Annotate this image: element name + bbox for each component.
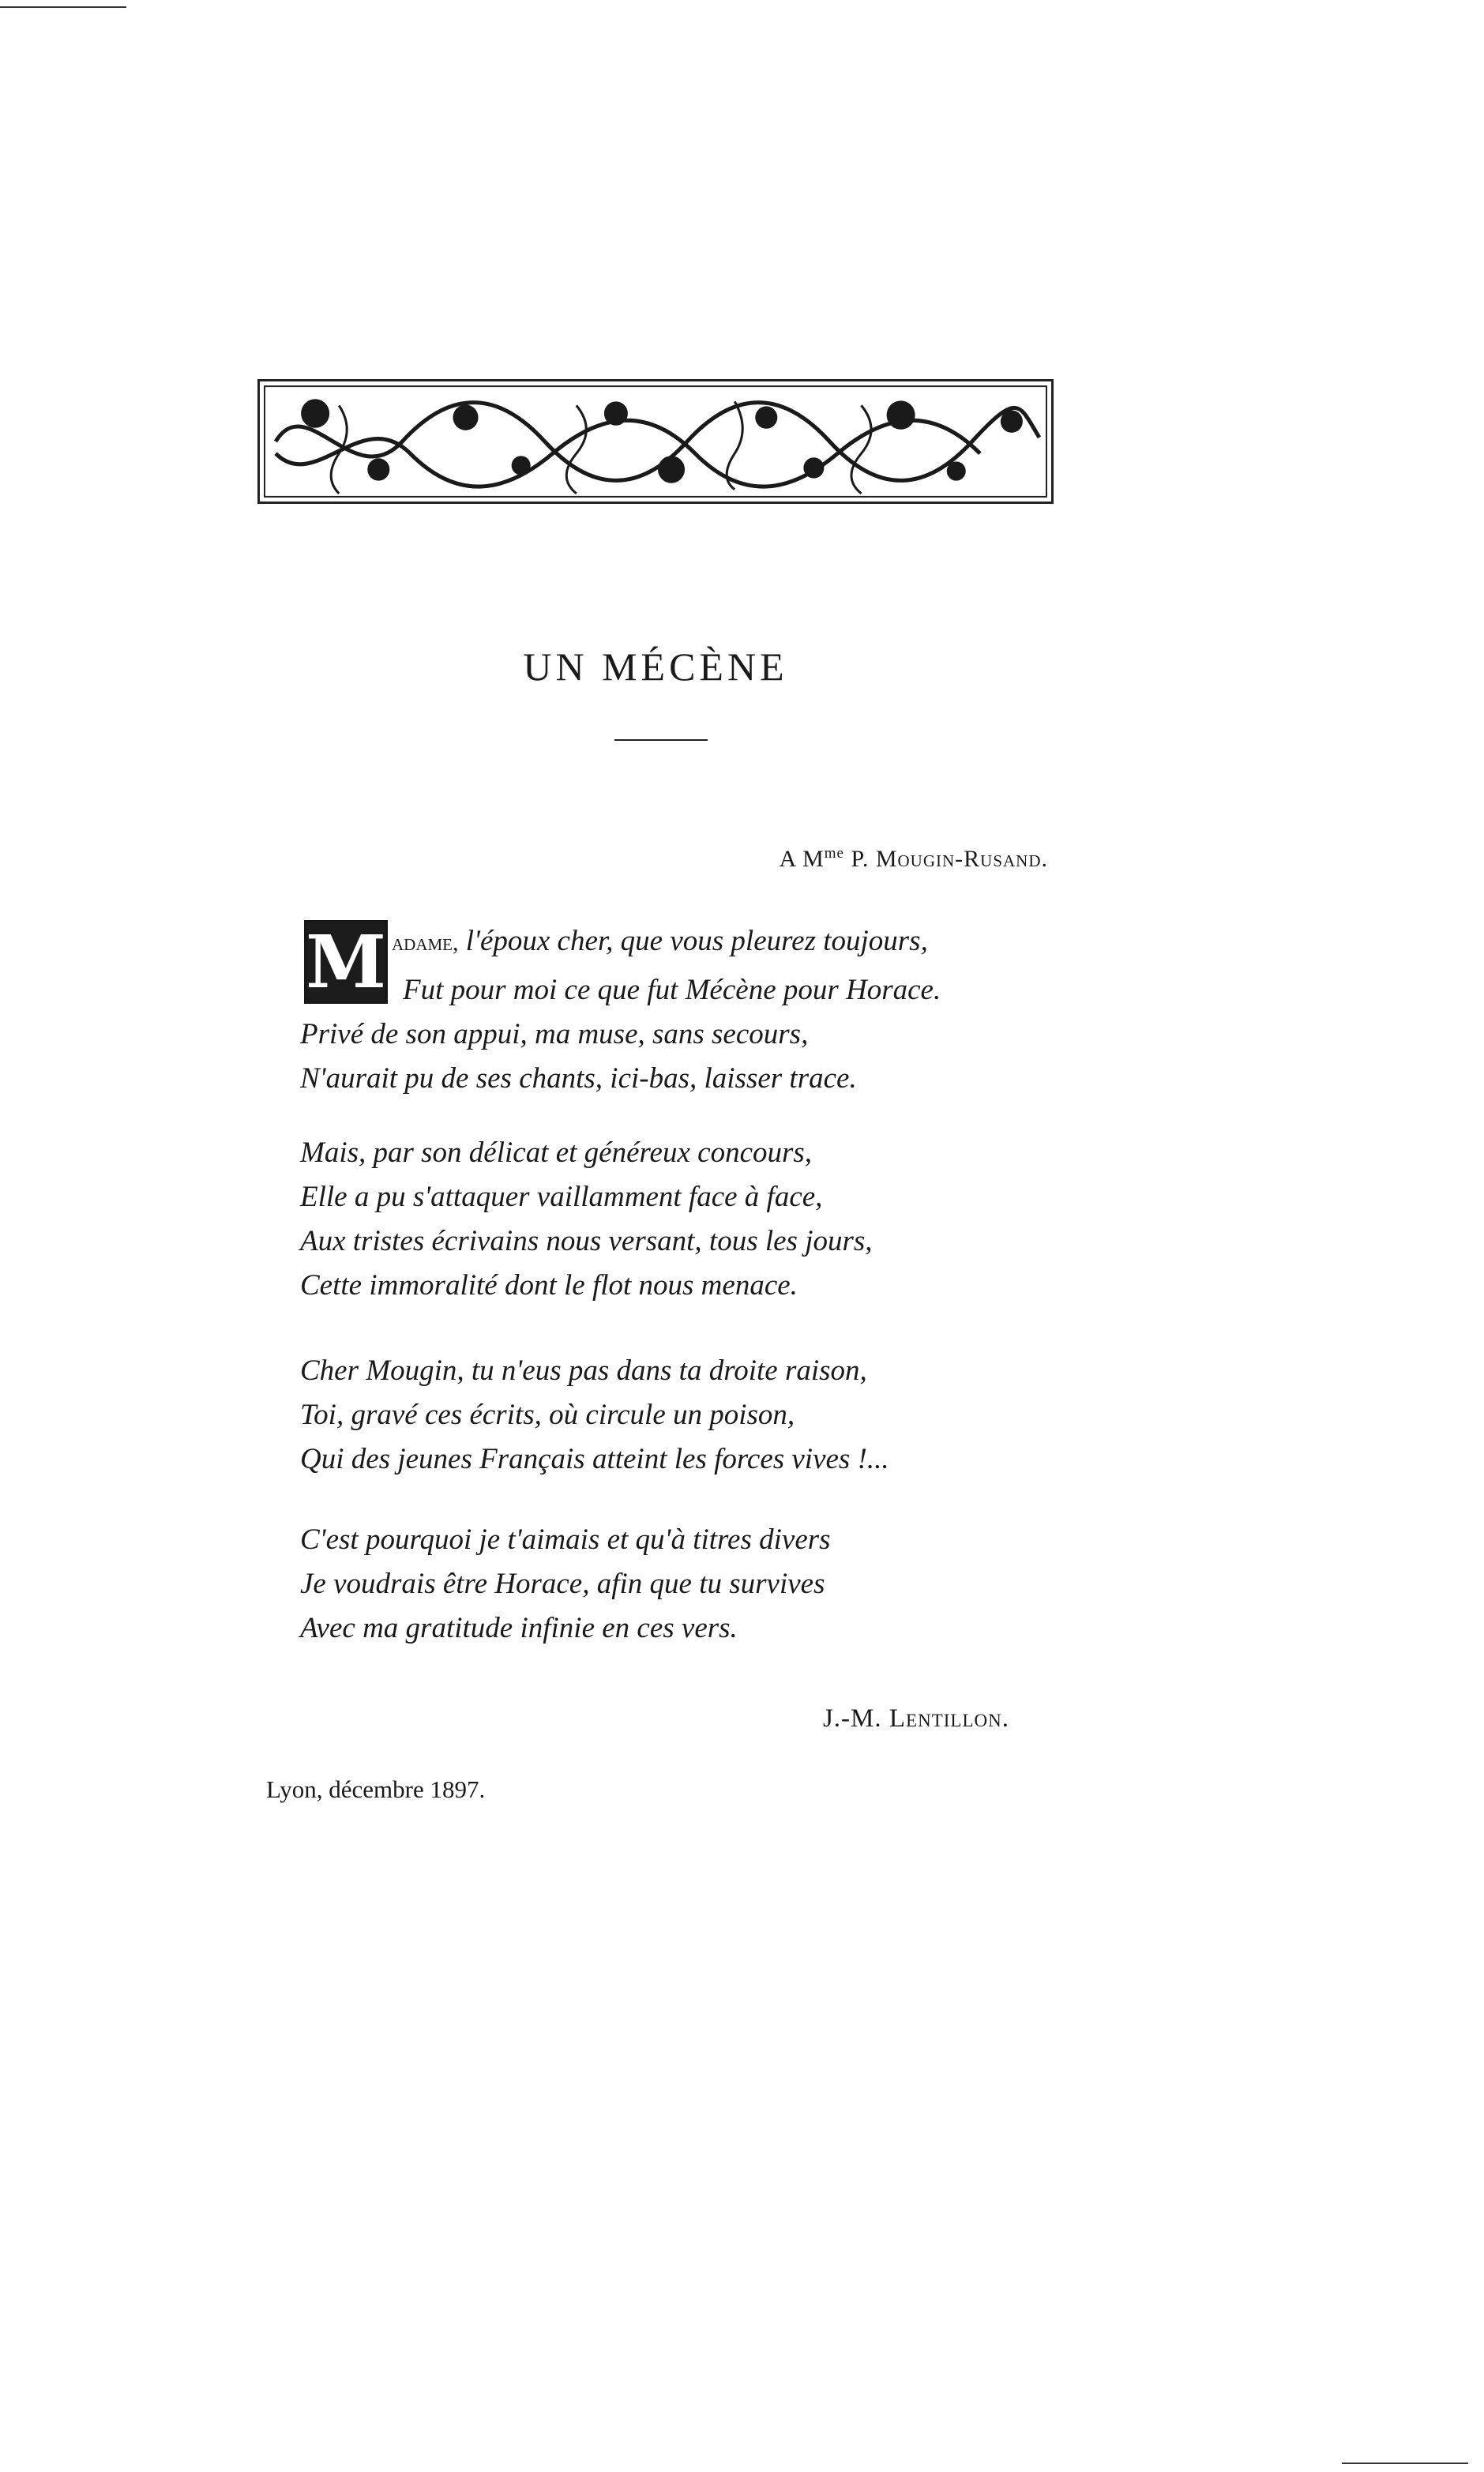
poem-line: Privé de son appui, ma muse, sans secours, [300, 1018, 809, 1050]
poem-line: Je voudrais être Horace, afin que tu survives [300, 1568, 825, 1600]
poem-line: Cher Mougin, tu n'eus pas dans ta droite raison, [300, 1354, 867, 1387]
stanza-2 [300, 1131, 873, 1308]
dedication-name: P. Mougin-Rusand. [851, 846, 1048, 872]
poem-line: Toi, gravé ces écrits, où circule un poison, [300, 1399, 795, 1431]
top-rule [0, 6, 126, 8]
poem-line: Aux tristes écrivains nous versant, tous les jours, [300, 1225, 873, 1257]
place-date: Lyon, décembre 1897. [266, 1775, 486, 1803]
poem-line: N'aurait pu de ses chants, ici-bas, laisser trace. [300, 1062, 857, 1095]
first-line-smallcaps: adame, [392, 930, 459, 956]
dedication [780, 845, 1048, 873]
dedication-prefix: A M [779, 846, 825, 872]
poem-line: Cette immoralité dont le flot nous menace. [300, 1269, 798, 1302]
page-title: UN MÉCÈNE [523, 644, 788, 689]
stanza-4 [300, 1518, 831, 1651]
poem-line: Qui des jeunes Français atteint les forces vives !... [300, 1443, 889, 1475]
dedication-sup: me [824, 845, 844, 862]
stanza-3 [300, 1349, 889, 1482]
stanza-1 [300, 968, 941, 1101]
title-rule [614, 739, 708, 741]
poem-line: Avec ma gratitude infinie en ces vers. [300, 1612, 738, 1644]
dropcap-initial: M [304, 920, 388, 1004]
poem-line: C'est pourquoi je t'aimais et qu'à titres divers [300, 1523, 831, 1556]
poem-line: Fut pour moi ce que fut Mécène pour Horace. [403, 974, 941, 1006]
ornamental-headpiece [257, 379, 1054, 504]
footer-rule [1342, 2463, 1468, 2464]
poem-line-1 [392, 924, 928, 958]
first-line-rest: l'époux cher, que vous pleurez toujours, [458, 925, 928, 957]
signature: J.-M. Lentillon. [822, 1704, 1009, 1733]
poem-line: Mais, par son délicat et généreux concours, [300, 1136, 813, 1169]
poem-line: Elle a pu s'attaquer vaillamment face à face, [300, 1181, 823, 1213]
